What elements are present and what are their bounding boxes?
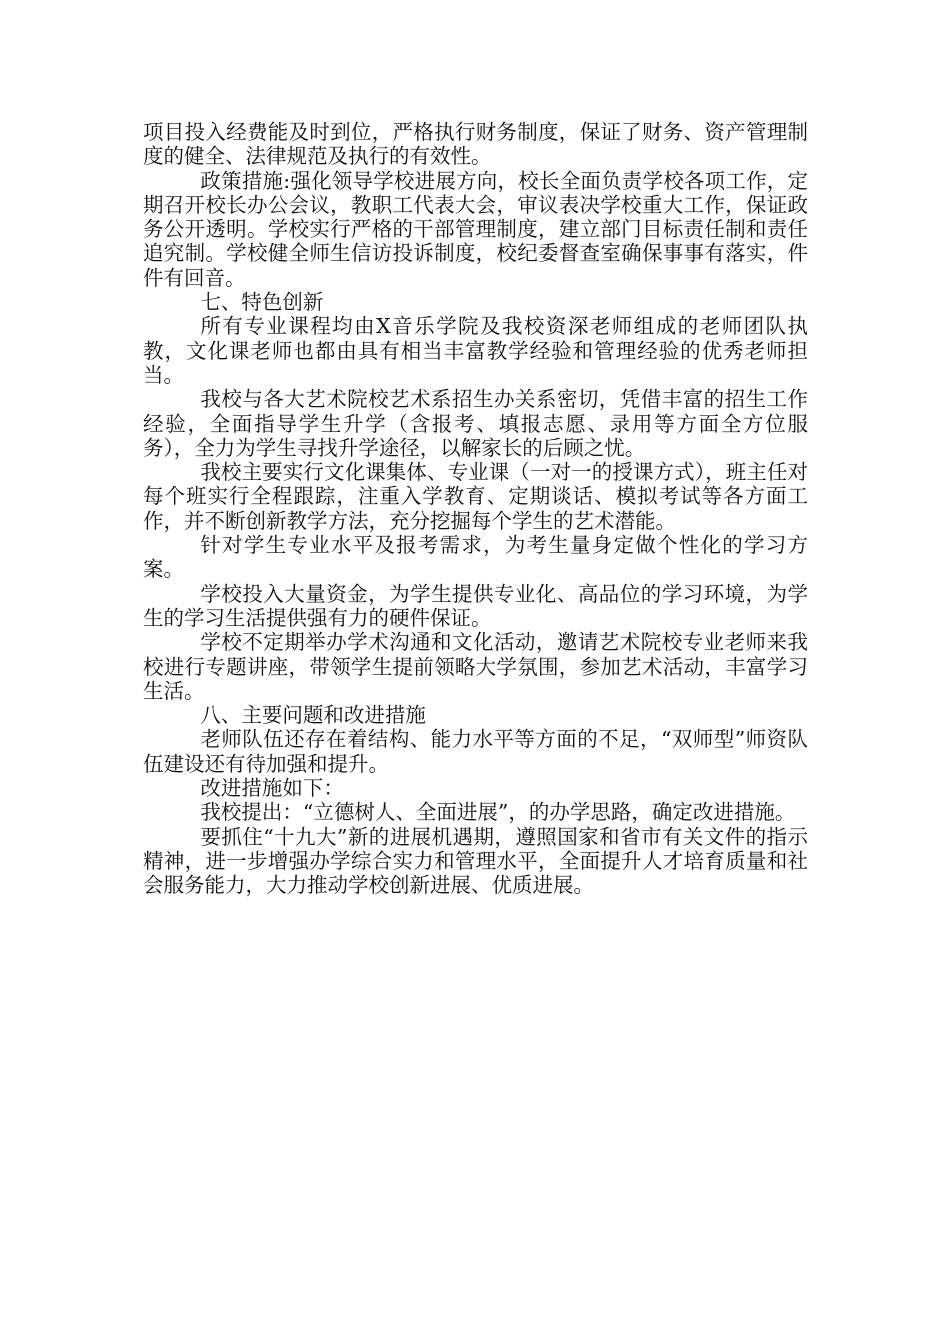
paragraph-policy-measures: 政策措施:强化领导学校进展方向，校长全面负责学校各项工作，定期召开校长办公会议，教职工代表大会，审议表决学校重大工作，保证政务公开透明。学校实行严格的干部管理制度，建立部门目标责任制和责任追究制。学校健全师生信访投诉制度，校纪委督查室确保事事有落实，件件有回音。	[143, 168, 808, 290]
paragraph-finance-continuation: 项目投入经费能及时到位，严格执行财务制度，保证了财务、资产管理制度的健全、法律规范及执行的有效性。	[143, 120, 808, 169]
document-page	[143, 120, 808, 898]
paragraph-learning-environment: 学校投入大量资金，为学生提供专业化、高品位的学习环境，为学生的学习生活提供强有力的硬件保证。	[143, 581, 808, 630]
section-heading-problems: 八、主要问题和改进措施	[200, 703, 426, 728]
paragraph-personalized-plan: 针对学生专业水平及报考需求，为考生量身定做个性化的学习方案。	[143, 533, 808, 582]
section-heading-features: 七、特色创新	[200, 290, 324, 315]
paragraph-faculty-shortcomings: 老师队伍还存在着结构、能力水平等方面的不足，“双师型”师资队伍建设还有待加强和提升。	[143, 727, 808, 776]
paragraph-teaching-model: 我校主要实行文化课集体、专业课（一对一的授课方式），班主任对每个班实行全程跟踪，注重入学教育、定期谈话、模拟考试等各方面工作，并不断创新教学方法，充分挖掘每个学生的艺术潜能。	[143, 460, 808, 533]
paragraph-admissions-guidance: 我校与各大艺术院校艺术系招生办关系密切，凭借丰富的招生工作经验，全面指导学生升学（含报考、填报志愿、录用等方面全方位服务），全力为学生寻找升学途径，以解家长的后顾之忧。	[143, 387, 808, 460]
paragraph-school-philosophy: 我校提出：“立德树人、全面进展”，的办学思路，确定改进措施。	[200, 800, 796, 825]
paragraph-measures-intro: 改进措施如下：	[200, 776, 344, 801]
paragraph-development-goals: 要抓住“十九大”新的进展机遇期，遵照国家和省市有关文件的指示精神，进一步增强办学综合实力和管理水平，全面提升人才培育质量和社会服务能力，大力推动学校创新进展、优质进展。	[143, 824, 808, 898]
paragraph-faculty-team: 所有专业课程均由X音乐学院及我校资深老师组成的老师团队执教，文化课老师也都由具有相当丰富教学经验和管理经验的优秀老师担当。	[143, 314, 808, 387]
paragraph-academic-activities: 学校不定期举办学术沟通和文化活动，邀请艺术院校专业老师来我校进行专题讲座，带领学生提前领略大学氛围，参加艺术活动，丰富学习生活。	[143, 630, 808, 703]
